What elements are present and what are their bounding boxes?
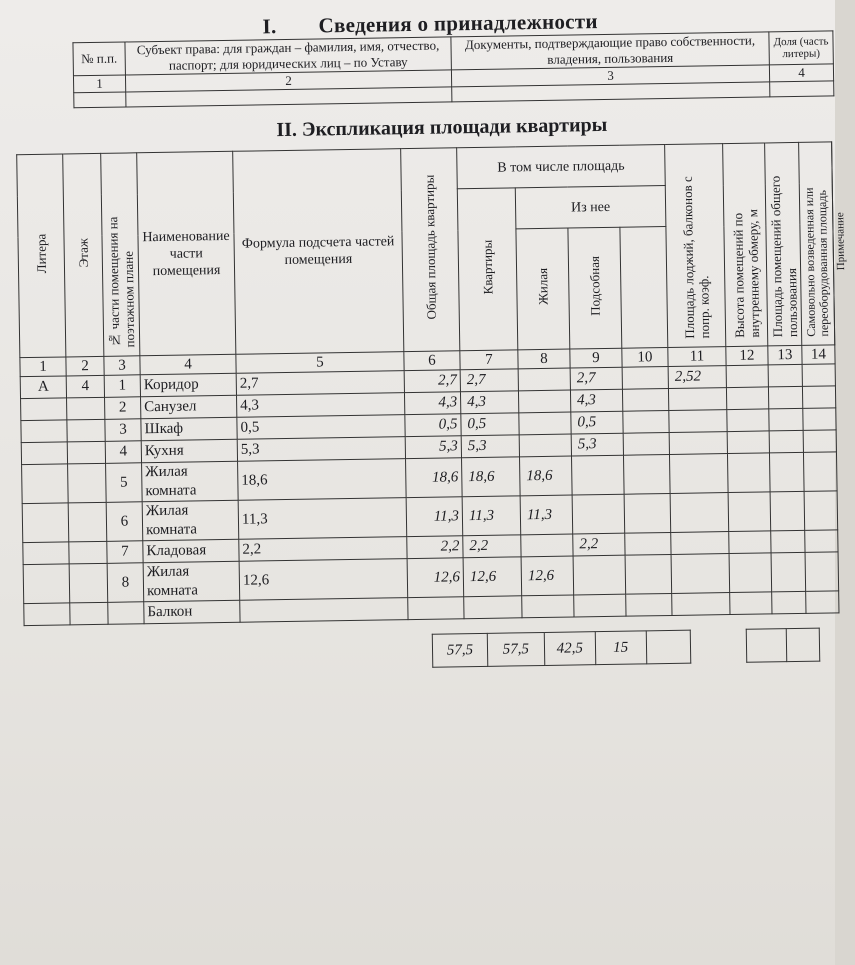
header-part-no: № части помещения на поэтажном плане [101, 153, 140, 357]
header-loggia: Площадь лоджий, балконов с попр. коэф. [665, 144, 726, 348]
header-apartment: Квартиры [457, 188, 518, 351]
total-area-sum: 57,5 [432, 633, 487, 667]
table-row: 2 Санузел 4,3 4,3 4,3 4,3 [21, 386, 836, 421]
table-row: 3 Шкаф 0,5 0,5 0,5 0,5 [21, 408, 836, 443]
ownership-col-number: 4 [769, 64, 833, 82]
header-total-area: Общая площадь квартиры [401, 148, 460, 352]
table-row: А 4 1 Коридор 2,7 2,7 2,7 2,7 2,52 [20, 364, 835, 399]
column-numbers-row: 1 2 3 4 5 6 7 8 9 10 11 12 13 14 [20, 345, 835, 377]
table-row: Балкон [24, 591, 839, 626]
total-apartment-sum: 57,5 [487, 632, 544, 666]
header-litera: Литера [17, 154, 66, 358]
header-unauthorized: Самовольно возведенная или переоборудованная площадь [799, 142, 835, 345]
totals-table [432, 628, 820, 668]
ownership-table [72, 30, 834, 108]
header-auxiliary: Подсобная [568, 227, 622, 349]
header-height: Высота помещений по внутреннему обмеру, м [723, 143, 768, 347]
total-aux-sum: 15 [595, 631, 646, 665]
area-explication-table [16, 141, 848, 626]
ownership-col-number: 3 [451, 65, 769, 87]
header-note: Примечание [832, 142, 835, 345]
table-row: 5 Жилая комната 18,6 18,6 18,6 18,6 [22, 452, 838, 504]
header-formula: Формула подсчета частей помещения [233, 149, 404, 355]
table-row: 8 Жилая комната 12,6 12,6 12,6 12,6 [23, 552, 839, 604]
ownership-header-share: Доля (часть литеры) [769, 31, 834, 65]
table-row: 6 Жилая комната 11,3 11,3 11,3 11,3 [22, 491, 838, 543]
header-of-it: Из нее [515, 186, 666, 229]
ownership-header-documents: Документы, подтверждающие право собственности, владения, пользования [451, 32, 769, 70]
table-row: 7 Кладовая 2,2 2,2 2,2 2,2 [23, 530, 838, 565]
header-name: Наименование части помещения [137, 151, 236, 355]
header-floor: Этаж [63, 153, 104, 357]
section1-title: I. Сведения о принадлежности [262, 9, 599, 39]
header-incl: В том числе площадь [457, 145, 666, 189]
ownership-header-no: № п.п. [73, 42, 126, 76]
document-sheet [10, 6, 848, 674]
header-common: Площадь помещений общего пользования [765, 142, 802, 346]
header-empty [620, 227, 668, 349]
ownership-col-number: 1 [73, 75, 125, 93]
header-living: Жилая [516, 228, 570, 350]
total-living-sum: 42,5 [544, 632, 596, 666]
table-row: 4 Кухня 5,3 5,3 5,3 5,3 [21, 430, 836, 465]
ownership-col-number: 2 [125, 70, 451, 92]
section2-title: II. Экспликация площади квартиры [276, 113, 608, 142]
ownership-header-subject: Субъект права: для граждан – фамилия, имя, отчество, паспорт; для юридических лиц – по Уставу [125, 37, 451, 75]
